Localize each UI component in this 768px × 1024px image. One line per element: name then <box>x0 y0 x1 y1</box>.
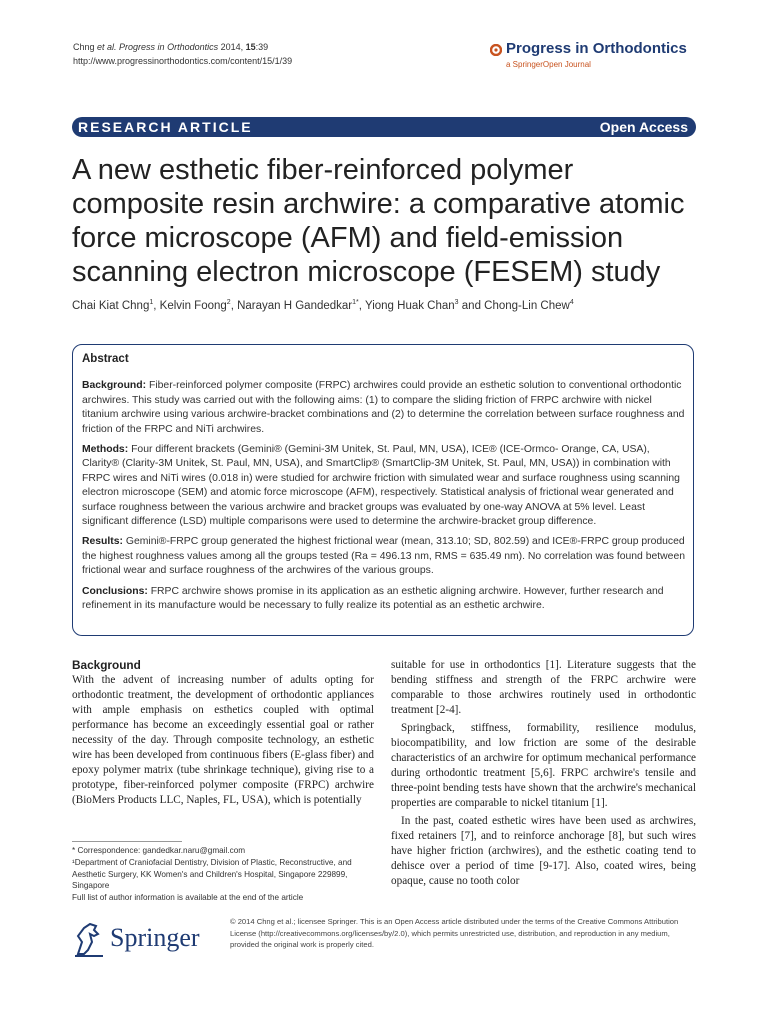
abstract-background: Background: Fiber-reinforced polymer composite (FRPC) archwires could provide an esthetic solution to conventional orthodontic archwires. This study was carried out with the following aims: (1) to compare the sliding friction of FRPC archwire with nickel titanium archwire using various archwire-bracket combinations and (2) to determine the correlation between surface roughness and friction of the FRPC and NiTi archwires. <box>82 380 685 435</box>
article-type-banner <box>72 117 696 137</box>
author-separator: , <box>153 299 160 312</box>
license-text: © 2014 Chng et al.; licensee Springer. This is an Open Access article distributed under the terms of the Creative Commons Attribution License (http://creativecommons.org/licenses/by/2.0), which permits unrestricted use, distribution, and reproduction in any medium, provided the original work is properly cited. <box>230 917 679 949</box>
abstract-box <box>72 344 694 636</box>
author-affiliation-marker: 4 <box>569 299 574 306</box>
citation-line: Chng et al. Progress in Orthodontics 2014, 15:39 <box>73 42 269 52</box>
author-affiliation-marker: 1 <box>149 299 154 306</box>
abstract-methods: Methods: Four different brackets (Gemini® (Gemini-3M Unitek, St. Paul, MN, USA), ICE® (ICE-Ormco- Orange, CA, USA), Clarity® (Clarity-3M Unitek, St. Paul, MN, USA), and SmartClip® (SmartClip-3M Unitek, St. Paul, MN, USA)) in combination with FRPC wires and NiTi wires (0.018 in) were studied for archwire friction with simulated wear and surface roughness using scanning electron microscope (SEM) and atomic force microscope (AFM), respectively. Statistical analysis of frictional wear generated and surface roughness between the various archwire and bracket groups was evaluated by one-way ANOVA at 5% level. Least significant difference (LSD) multiple comparisons were used to determine the archwire-bracket group difference. <box>82 444 680 528</box>
author-name: Yiong Huak Chan <box>364 299 455 312</box>
correspondence-note: * Correspondence: gandedkar.naru@gmail.com <box>72 846 246 855</box>
article-url[interactable]: http://www.progressinorthodontics.com/content/15/1/39 <box>73 56 293 66</box>
article-type: RESEARCH ARTICLE <box>78 119 253 135</box>
author-name: Narayan H Gandedkar <box>237 299 353 312</box>
author-separator: , <box>230 299 238 312</box>
footnote-divider <box>72 841 182 842</box>
open-access-logo-icon <box>490 44 502 56</box>
open-access-label: Open Access <box>599 119 688 135</box>
author-name: Kelvin Foong <box>159 299 227 312</box>
author-separator: and <box>458 299 485 312</box>
footnotes <box>72 845 374 904</box>
journal-name: Progress in Orthodontics <box>506 40 687 57</box>
body-column-left <box>72 657 374 808</box>
author-affiliation-marker: 2 <box>226 299 231 306</box>
springer-logo <box>72 920 222 960</box>
abstract-results: Results: Gemini®-FRPC group generated the highest frictional wear (mean, 313.10; SD, 802.59) and ICE®-FRPC group produced the highest roughness values among all the groups tested (Ra = 496.13 nm, RMS = 635.49 nm). No correlation was found between frictional wear and surface roughness of the archwires of the various groups. <box>82 536 686 577</box>
author-affiliation-marker: 3 <box>454 299 459 306</box>
body-paragraph: Springback, stiffness, formability, resilience modulus, biocompatibility, and low friction are some of the desirable characteristics of an archwire for optimum mechanical performance during orthodontic treatment [5,6]. FRPC archwire's tensile and three-point bending tests have shown that the archwire's mechanical properties are comparable to nickel titanium [1]. <box>391 722 696 809</box>
body-paragraph: suitable for use in orthodontics [1]. Literature suggests that the bending stiffness and strength of the FRPC archwire were comparable to those archwires routinely used in orthodontic treatment [2-4]. <box>391 659 696 716</box>
publisher-name: Springer <box>110 923 200 952</box>
author-list <box>72 299 712 312</box>
article-title: A new esthetic fiber-reinforced polymer composite resin archwire: a comparative atomic force microscope (AFM) and field-emission scanning electron microscope (FESEM) study <box>72 154 685 288</box>
author-affiliation-marker: 1* <box>352 299 359 306</box>
springer-horse-logo-icon <box>72 920 106 958</box>
affiliation-note: ¹Department of Craniofacial Dentistry, Division of Plastic, Reconstructive, and Aesthetic Surgery, KK Women's and Children's Hospital, Singapore 229899, Singapore <box>72 857 352 891</box>
author-name: Chong-Lin Chew <box>484 299 570 312</box>
abstract-heading: Abstract <box>82 353 129 365</box>
author-name: Chai Kiat Chng <box>72 299 150 312</box>
section-heading-background: Background <box>72 658 141 672</box>
abstract-conclusions: Conclusions: FRPC archwire shows promise in its application as an esthetic aligning archwire. However, further research and refinement in its manufacture would be necessary to fully realize its potential as an esthetic archwire. <box>82 585 664 612</box>
body-paragraph: In the past, coated esthetic wires have been used as archwires, fixed retainers [7], and to reinforce anchorage [8], but such wires have higher friction (archwires), and the esthetic coating tend to dehisce over a period of time [9-17]. Also, coated wires, being opaque, cause no tooth color <box>391 815 696 887</box>
body-paragraph: With the advent of increasing number of adults opting for orthodontic treatment, the development of orthodontic appliances with ample emphasis on esthetics coupled with optimal performance has become an exceedingly essential goal or rather necessity of the day. Through composite technology, an esthetic wire has been developed from continuous fibers (E-glass fiber) and epoxy polymer matrix (tube shrinkage technique), giving rise to a prototype, fiber-reinforced polymer composite (FRPC) archwire (BioMers Products LLC, Naples, FL, USA), which is potentially <box>72 674 374 806</box>
author-info-note: Full list of author information is available at the end of the article <box>72 893 304 903</box>
citation-header <box>73 40 292 68</box>
body-column-right <box>391 658 696 889</box>
author-separator: , <box>358 299 365 312</box>
journal-tagline: a SpringerOpen Journal <box>506 60 591 69</box>
